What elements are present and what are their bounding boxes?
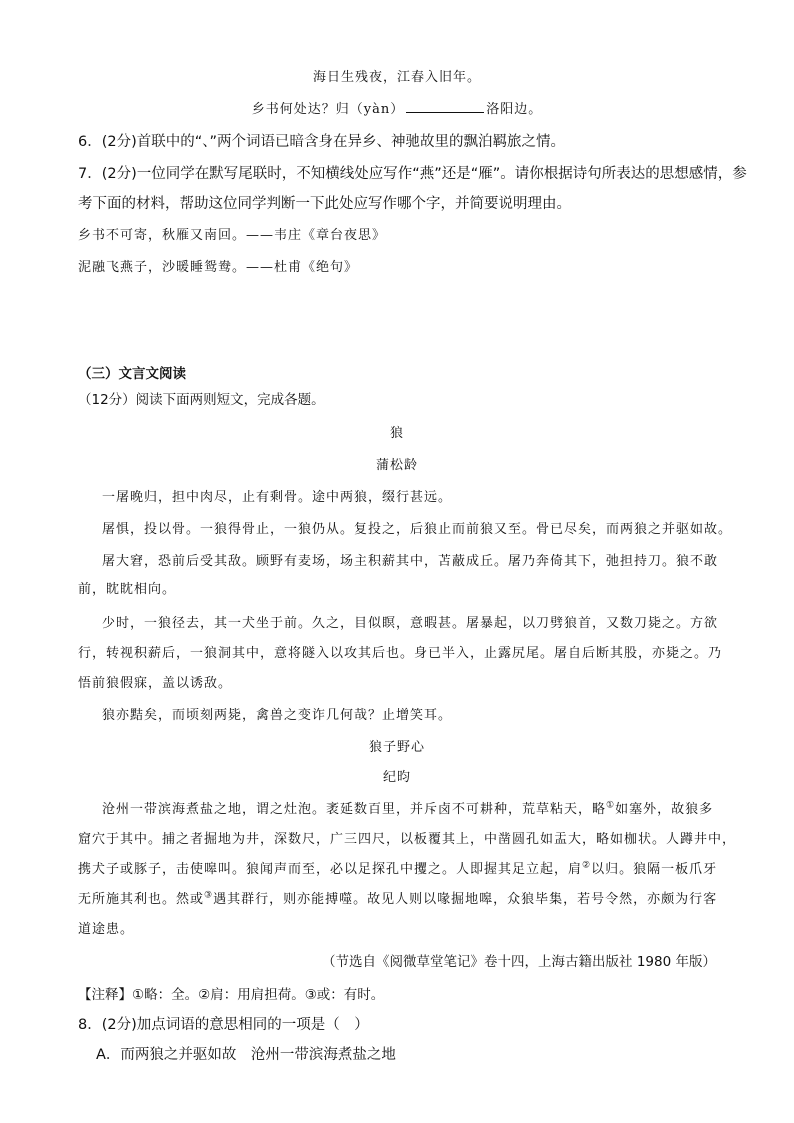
poem-line-3: 海日生残夜，江春入旧年。 — [312, 70, 481, 85]
question-7-line-2: 考下面的材料，帮助这位同学判断一下此处应写作哪个字，并简要说明理由。 — [78, 196, 571, 212]
text2-paragraph-line-3 — [78, 858, 717, 877]
text1-paragraph-1: 一屠晚归，担中肉尽，止有剩骨。途中两狼，缀行甚远。 — [102, 490, 453, 505]
text2-line-4-part-b: 遇其群行，则亦能搏噬。故见人则以喙掘地嗥，众狼毕集，若号令然，亦颇为行客 — [213, 892, 718, 907]
annotation-notes: 【注释】①略：全。②肩：用肩担荷。③或：有时。 — [78, 987, 385, 1003]
text1-paragraph-2: 屠惧，投以骨。一狼得骨止，一狼仍从。复投之，后狼止而前狼又至。骨已尽矣，而两狼之并驱如故。 — [102, 522, 733, 537]
text1-title: 狼 — [389, 426, 404, 441]
text2-paragraph-line-5: 道途患。 — [78, 922, 135, 937]
text1-author: 蒲松龄 — [375, 458, 418, 473]
text2-line-4-part-a: 无所施其利也。然或 — [78, 892, 205, 907]
reference-quote-2: 泥融飞燕子，沙暖睡鸳鸯。——杜甫《绝句》 — [78, 260, 359, 275]
text2-author: 纪昀 — [382, 770, 411, 785]
poem-line-4-after: 洛阳边。 — [486, 102, 543, 117]
fill-blank — [406, 100, 484, 113]
text1-paragraph-3-line-1: 屠大窘，恐前后受其敌。顾野有麦场，场主积薪其中，苫蔽成丘。屠乃奔倚其下，弛担持刀。狼不敢 — [102, 554, 719, 569]
text1-paragraph-4-line-1: 少时，一狼径去，其一犬坐于前。久之，目似瞑，意暇甚。屠暴起，以刀劈狼首，又数刀毙之。方欲 — [102, 616, 719, 631]
text2-title: 狼子野心 — [368, 740, 425, 755]
text1-paragraph-4-line-3: 悟前狼假寐，盖以诱敌。 — [78, 676, 233, 691]
text2-line-1-part-a: 沧州一带滨海煮盐之地，谓之灶泡。袤延数百里，并斥卤不可耕种，荒草粘天，略 — [102, 802, 607, 817]
footnote-marker-3: ③ — [204, 890, 214, 901]
question-8-option-a: A．而两狼之并驱如故 沧州一带滨海煮盐之地 — [96, 1047, 396, 1063]
text2-line-3-part-a: 携犬子或豚子，击使嗥叫。狼闻声而至，必以足探孔中攫之。人即握其足立起，肩 — [78, 862, 583, 877]
text1-paragraph-4-line-2: 行，转视积薪后，一狼洞其中，意将隧入以攻其后也。身已半入，止露尻尾。屠自后断其股，亦毙之。乃 — [78, 646, 723, 661]
text2-paragraph-line-2: 窟穴于其中。捕之者掘地为井，深数尺，广三四尺，以板覆其上，中凿圆孔如盂大，略如枷状。人蹲井中， — [78, 832, 737, 847]
text2-line-3-part-b: 以归。狼隔一板爪牙 — [591, 862, 718, 877]
text2-line-1-part-b: 如塞外，故狼多 — [615, 802, 714, 817]
footnote-marker-2: ② — [582, 860, 592, 871]
text2-paragraph-line-1 — [102, 798, 713, 817]
section-intro: （12分）阅读下面两则短文，完成各题。 — [78, 392, 325, 408]
source-citation: （节选自《阅微草堂笔记》卷十四，上海古籍出版社 1980 年版） — [322, 954, 716, 970]
question-7-line-1: 7．(2分)一位同学在默写尾联时，不知横线处应写作“燕”还是“雁”。请你根据诗句所表达的思想感情，参 — [78, 166, 747, 182]
question-6: 6．(2分)首联中的“、”两个词语已暗含身在异乡、神驰故里的飘泊羁旅之情。 — [78, 134, 566, 150]
reference-quote-1: 乡书不可寄，秋雁又南回。——韦庄《章台夜思》 — [78, 228, 387, 243]
question-8: 8．(2分)加点词语的意思相同的一项是（ ） — [78, 1017, 369, 1033]
section-heading: （三）文言文阅读 — [78, 366, 186, 382]
text1-paragraph-3-line-2: 前，眈眈相向。 — [78, 582, 177, 597]
text2-paragraph-line-4 — [78, 888, 717, 907]
poem-line-4 — [0, 98, 794, 117]
text1-paragraph-5: 狼亦黠矣，而顷刻两毙，禽兽之变诈几何哉？止增笑耳。 — [102, 708, 453, 723]
poem-line-4-before: 乡书何处达？归（yàn） — [251, 102, 405, 117]
footnote-marker-1: ① — [606, 800, 616, 811]
